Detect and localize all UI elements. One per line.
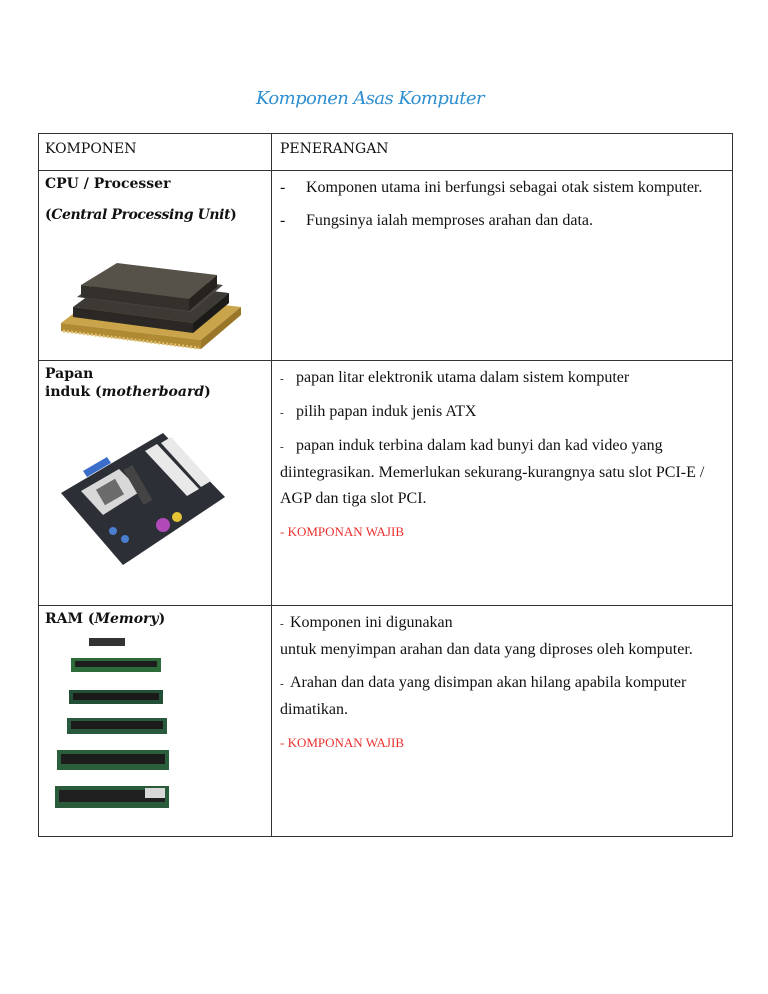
table-header-row	[39, 134, 733, 171]
table-row-motherboard	[39, 361, 733, 606]
motherboard-name-line2: induk (motherboard)	[45, 384, 211, 400]
table-row-ram	[39, 606, 733, 837]
motherboard-image	[53, 425, 233, 575]
cell-cpu-desc	[272, 171, 733, 361]
cpu-subtitle: (Central Processing Unit)	[45, 207, 237, 223]
cell-ram-name	[39, 606, 272, 837]
cpu-desc-1: - Komponen utama ini berfungsi sebagai otak sistem komputer.	[280, 179, 703, 196]
ram-desc-2: - Arahan dan data yang disimpan akan hilang apabila komputer dimatikan.	[280, 674, 687, 718]
header-cell-penerangan	[272, 134, 733, 171]
motherboard-note: - KOMPONAN WAJIB	[280, 524, 404, 539]
cpu-name: CPU / Processer	[45, 176, 171, 192]
cell-motherboard-name	[39, 361, 272, 606]
cell-cpu-name	[39, 171, 272, 361]
cpu-desc-2: - Fungsinya ialah memproses arahan dan data.	[280, 212, 594, 229]
table-row-cpu	[39, 171, 733, 361]
motherboard-desc-3: - papan induk terbina dalam kad bunyi dan kad video yang diintegrasikan. Memerlukan sekurang-kurangnya satu slot PCI-E / AGP dan tiga slot PCI.	[280, 437, 705, 507]
cell-motherboard-desc	[272, 361, 733, 606]
header-penerangan: PENERANGAN	[280, 141, 389, 157]
ram-name: RAM (Memory)	[45, 611, 166, 627]
ram-desc-1b: untuk menyimpan arahan dan data yang diproses oleh komputer.	[280, 641, 693, 658]
header-komponen: KOMPONEN	[45, 141, 137, 157]
cpu-image	[51, 245, 251, 355]
ram-image	[49, 634, 179, 834]
header-cell-komponen	[39, 134, 272, 171]
ram-desc-1: - Komponen ini digunakan	[280, 614, 453, 631]
motherboard-desc-1: - papan litar elektronik utama dalam sistem komputer	[280, 369, 630, 386]
motherboard-desc-2: - pilih papan induk jenis ATX	[280, 403, 477, 420]
ram-note: - KOMPONAN WAJIB	[280, 735, 404, 750]
motherboard-name-line1: Papan	[45, 366, 94, 382]
component-table	[38, 133, 733, 837]
cell-ram-desc	[272, 606, 733, 837]
page-title: Komponen Asas Komputer	[256, 88, 484, 109]
